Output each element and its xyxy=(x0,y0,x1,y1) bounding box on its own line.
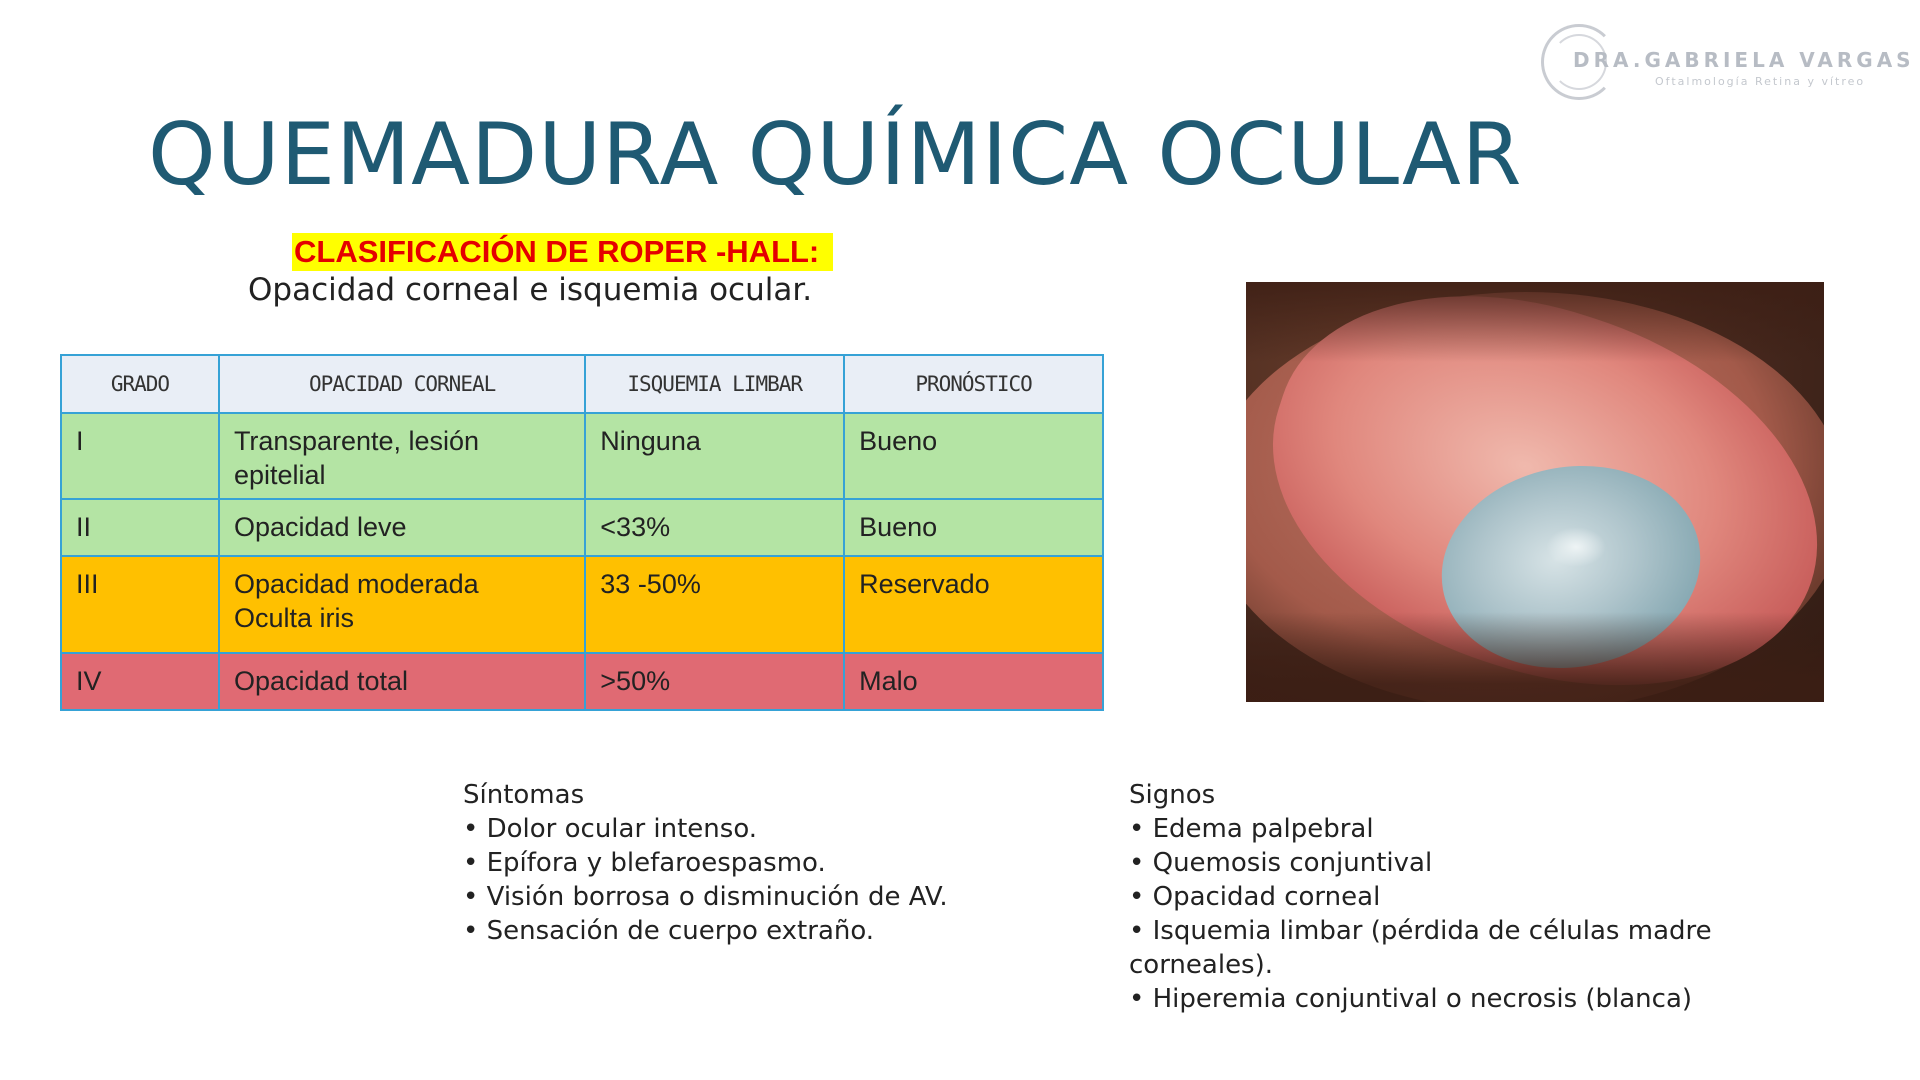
cell-prognosis: Reservado xyxy=(844,556,1103,653)
list-item: • Epífora y blefaroespasmo. xyxy=(463,846,1023,880)
signs-block xyxy=(1129,778,1789,1016)
cell-grade: I xyxy=(61,413,219,499)
list-item: • Quemosis conjuntival xyxy=(1129,846,1789,880)
eye-chemical-burn-photo xyxy=(1246,282,1824,702)
cell-grade: IV xyxy=(61,653,219,710)
header-corneal-opacity: OPACIDAD CORNEAL xyxy=(219,355,585,413)
cell-prognosis: Bueno xyxy=(844,499,1103,556)
cell-ischemia: >50% xyxy=(585,653,844,710)
list-item: • Opacidad corneal xyxy=(1129,880,1789,914)
list-item: • Sensación de cuerpo extraño. xyxy=(463,914,1023,948)
cell-opacity: Opacidad total xyxy=(219,653,585,710)
cell-ischemia: <33% xyxy=(585,499,844,556)
cell-prognosis: Malo xyxy=(844,653,1103,710)
table-header-row xyxy=(61,355,1103,413)
symptoms-heading: Síntomas xyxy=(463,780,585,810)
cell-ischemia: 33 -50% xyxy=(585,556,844,653)
cell-opacity xyxy=(219,556,585,653)
table-row xyxy=(61,653,1103,710)
logo-name: DRA.GABRIELA VARGAS xyxy=(1573,48,1915,72)
table-row xyxy=(61,413,1103,499)
signs-list xyxy=(1129,812,1789,1016)
roper-hall-table xyxy=(60,354,1104,711)
slide-title: QUEMADURA QUÍMICA OCULAR xyxy=(148,105,1523,205)
classification-label: CLASIFICACIÓN DE ROPER -HALL: xyxy=(292,233,833,271)
cell-ischemia: Ninguna xyxy=(585,413,844,499)
cell-opacity-line2: Oculta iris xyxy=(233,603,354,633)
list-item: • Visión borrosa o disminución de AV. xyxy=(463,880,1023,914)
cell-opacity-line1: Opacidad moderada xyxy=(233,569,479,599)
symptoms-block xyxy=(463,778,1023,948)
cell-opacity: Opacidad leve xyxy=(219,499,585,556)
list-item: • Hiperemia conjuntival o necrosis (blanca) xyxy=(1129,982,1789,1016)
header-limbal-ischemia: ISQUEMIA LIMBAR xyxy=(585,355,844,413)
cell-prognosis: Bueno xyxy=(844,413,1103,499)
classification-subtitle: Opacidad corneal e isquemia ocular. xyxy=(248,272,813,308)
list-item: • Dolor ocular intenso. xyxy=(463,812,1023,846)
list-item: • Isquemia limbar (pérdida de células madre corneales). xyxy=(1129,914,1789,982)
table-row xyxy=(61,499,1103,556)
clinic-logo xyxy=(1535,20,1915,110)
header-prognosis: PRONÓSTICO xyxy=(844,355,1103,413)
list-item: • Edema palpebral xyxy=(1129,812,1789,846)
logo-subtitle: Oftalmología Retina y vítreo xyxy=(1655,75,1866,88)
cell-grade: III xyxy=(61,556,219,653)
cell-grade: II xyxy=(61,499,219,556)
symptoms-list xyxy=(463,812,1023,948)
cell-opacity: Transparente, lesión epitelial xyxy=(219,413,585,499)
header-grade: GRADO xyxy=(61,355,219,413)
table-row xyxy=(61,556,1103,653)
signs-heading: Signos xyxy=(1129,780,1216,810)
